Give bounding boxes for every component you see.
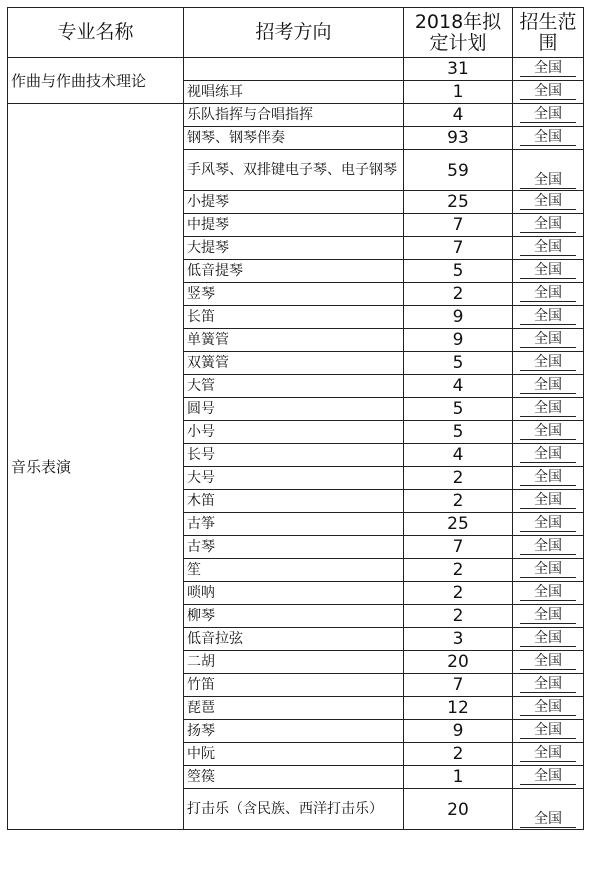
scope-cell [513,104,584,127]
scope-label: 全国 [520,378,576,394]
scope-cell [513,352,584,375]
header-row [8,8,584,58]
header-major: 专业名称 [8,8,184,58]
scope-label: 全国 [520,516,576,532]
plan-cell: 7 [404,674,513,697]
plan-cell: 2 [404,605,513,628]
plan-cell: 5 [404,398,513,421]
direction-cell: 圆号 [184,398,404,421]
scope-cell [513,329,584,352]
plan-cell: 25 [404,191,513,214]
scope-label: 全国 [520,61,576,77]
direction-cell: 长号 [184,444,404,467]
scope-cell [513,127,584,150]
direction-cell: 打击乐（含民族、西洋打击乐） [184,789,404,830]
scope-cell [513,513,584,536]
direction-cell: 单簧管 [184,329,404,352]
plan-cell: 7 [404,214,513,237]
scope-label: 全国 [520,263,576,279]
scope-cell [513,720,584,743]
scope-label: 全国 [520,470,576,486]
scope-label: 全国 [520,562,576,578]
scope-cell [513,766,584,789]
scope-label: 全国 [520,769,576,785]
plan-cell: 20 [404,789,513,830]
plan-cell: 25 [404,513,513,536]
direction-cell: 乐队指挥与合唱指挥 [184,104,404,127]
scope-cell [513,559,584,582]
scope-cell [513,421,584,444]
direction-cell: 中阮 [184,743,404,766]
scope-cell [513,283,584,306]
direction-cell: 小提琴 [184,191,404,214]
direction-cell: 长笛 [184,306,404,329]
plan-cell: 7 [404,237,513,260]
scope-cell [513,237,584,260]
scope-label: 全国 [520,539,576,555]
scope-label: 全国 [520,677,576,693]
direction-cell: 小号 [184,421,404,444]
scope-cell [513,628,584,651]
scope-label: 全国 [520,84,576,100]
plan-cell: 9 [404,720,513,743]
plan-cell: 12 [404,697,513,720]
direction-cell: 大管 [184,375,404,398]
direction-cell: 笙 [184,559,404,582]
plan-cell: 59 [404,150,513,191]
scope-label: 全国 [520,746,576,762]
scope-label: 全国 [520,309,576,325]
plan-cell: 2 [404,582,513,605]
plan-cell: 9 [404,329,513,352]
plan-cell: 9 [404,306,513,329]
table-row [8,104,584,127]
direction-cell: 古筝 [184,513,404,536]
direction-cell [184,58,404,81]
direction-cell: 竖琴 [184,283,404,306]
direction-cell: 二胡 [184,651,404,674]
scope-cell [513,697,584,720]
scope-cell [513,605,584,628]
direction-cell: 手风琴、双排键电子琴、电子钢琴 [184,150,404,191]
plan-cell: 7 [404,536,513,559]
scope-label: 全国 [520,355,576,371]
plan-cell: 2 [404,743,513,766]
plan-cell: 4 [404,375,513,398]
header-plan: 2018年拟定计划 [404,8,513,58]
scope-label: 全国 [520,107,576,123]
scope-label: 全国 [520,631,576,647]
table-row [8,58,584,81]
direction-cell: 钢琴、钢琴伴奏 [184,127,404,150]
plan-cell: 2 [404,283,513,306]
plan-cell: 5 [404,421,513,444]
scope-label: 全国 [520,130,576,146]
plan-cell: 31 [404,58,513,81]
plan-cell: 93 [404,127,513,150]
direction-cell: 双簧管 [184,352,404,375]
scope-label: 全国 [520,194,576,210]
scope-cell [513,375,584,398]
direction-cell: 低音拉弦 [184,628,404,651]
scope-cell [513,536,584,559]
header-scope: 招生范围 [513,8,584,58]
scope-cell [513,260,584,283]
plan-cell: 2 [404,559,513,582]
direction-cell: 箜篌 [184,766,404,789]
scope-cell [513,191,584,214]
direction-cell: 竹笛 [184,674,404,697]
scope-cell [513,398,584,421]
plan-cell: 1 [404,766,513,789]
direction-cell: 大提琴 [184,237,404,260]
direction-cell: 视唱练耳 [184,81,404,104]
direction-cell: 唢呐 [184,582,404,605]
plan-cell: 5 [404,352,513,375]
direction-cell: 中提琴 [184,214,404,237]
scope-label: 全国 [520,240,576,256]
scope-cell [513,467,584,490]
scope-cell [513,214,584,237]
plan-cell: 4 [404,444,513,467]
scope-cell [513,444,584,467]
scope-label: 全国 [520,493,576,509]
major-name-cell: 音乐表演 [8,104,184,830]
scope-label: 全国 [520,585,576,601]
plan-cell: 3 [404,628,513,651]
direction-cell: 琵琶 [184,697,404,720]
scope-label: 全国 [520,286,576,302]
scope-label: 全国 [520,217,576,233]
direction-cell: 古琴 [184,536,404,559]
plan-cell: 5 [404,260,513,283]
plan-cell: 4 [404,104,513,127]
scope-cell [513,789,584,830]
scope-label: 全国 [520,173,576,189]
scope-label: 全国 [520,723,576,739]
plan-cell: 2 [404,490,513,513]
plan-cell: 1 [404,81,513,104]
scope-cell [513,674,584,697]
scope-cell [513,490,584,513]
scope-label: 全国 [520,812,576,828]
scope-label: 全国 [520,608,576,624]
direction-cell: 柳琴 [184,605,404,628]
scope-cell [513,582,584,605]
plan-cell: 20 [404,651,513,674]
scope-cell [513,651,584,674]
scope-cell [513,743,584,766]
scope-label: 全国 [520,332,576,348]
header-direction: 招考方向 [184,8,404,58]
scope-label: 全国 [520,700,576,716]
direction-cell: 低音提琴 [184,260,404,283]
scope-cell [513,58,584,81]
enrollment-plan-table [7,7,584,830]
scope-cell [513,306,584,329]
scope-label: 全国 [520,447,576,463]
direction-cell: 木笛 [184,490,404,513]
scope-cell [513,81,584,104]
scope-label: 全国 [520,401,576,417]
direction-cell: 扬琴 [184,720,404,743]
scope-cell [513,150,584,191]
scope-label: 全国 [520,654,576,670]
plan-cell: 2 [404,467,513,490]
scope-label: 全国 [520,424,576,440]
direction-cell: 大号 [184,467,404,490]
table-body [8,58,584,830]
major-name-cell: 作曲与作曲技术理论 [8,58,184,104]
